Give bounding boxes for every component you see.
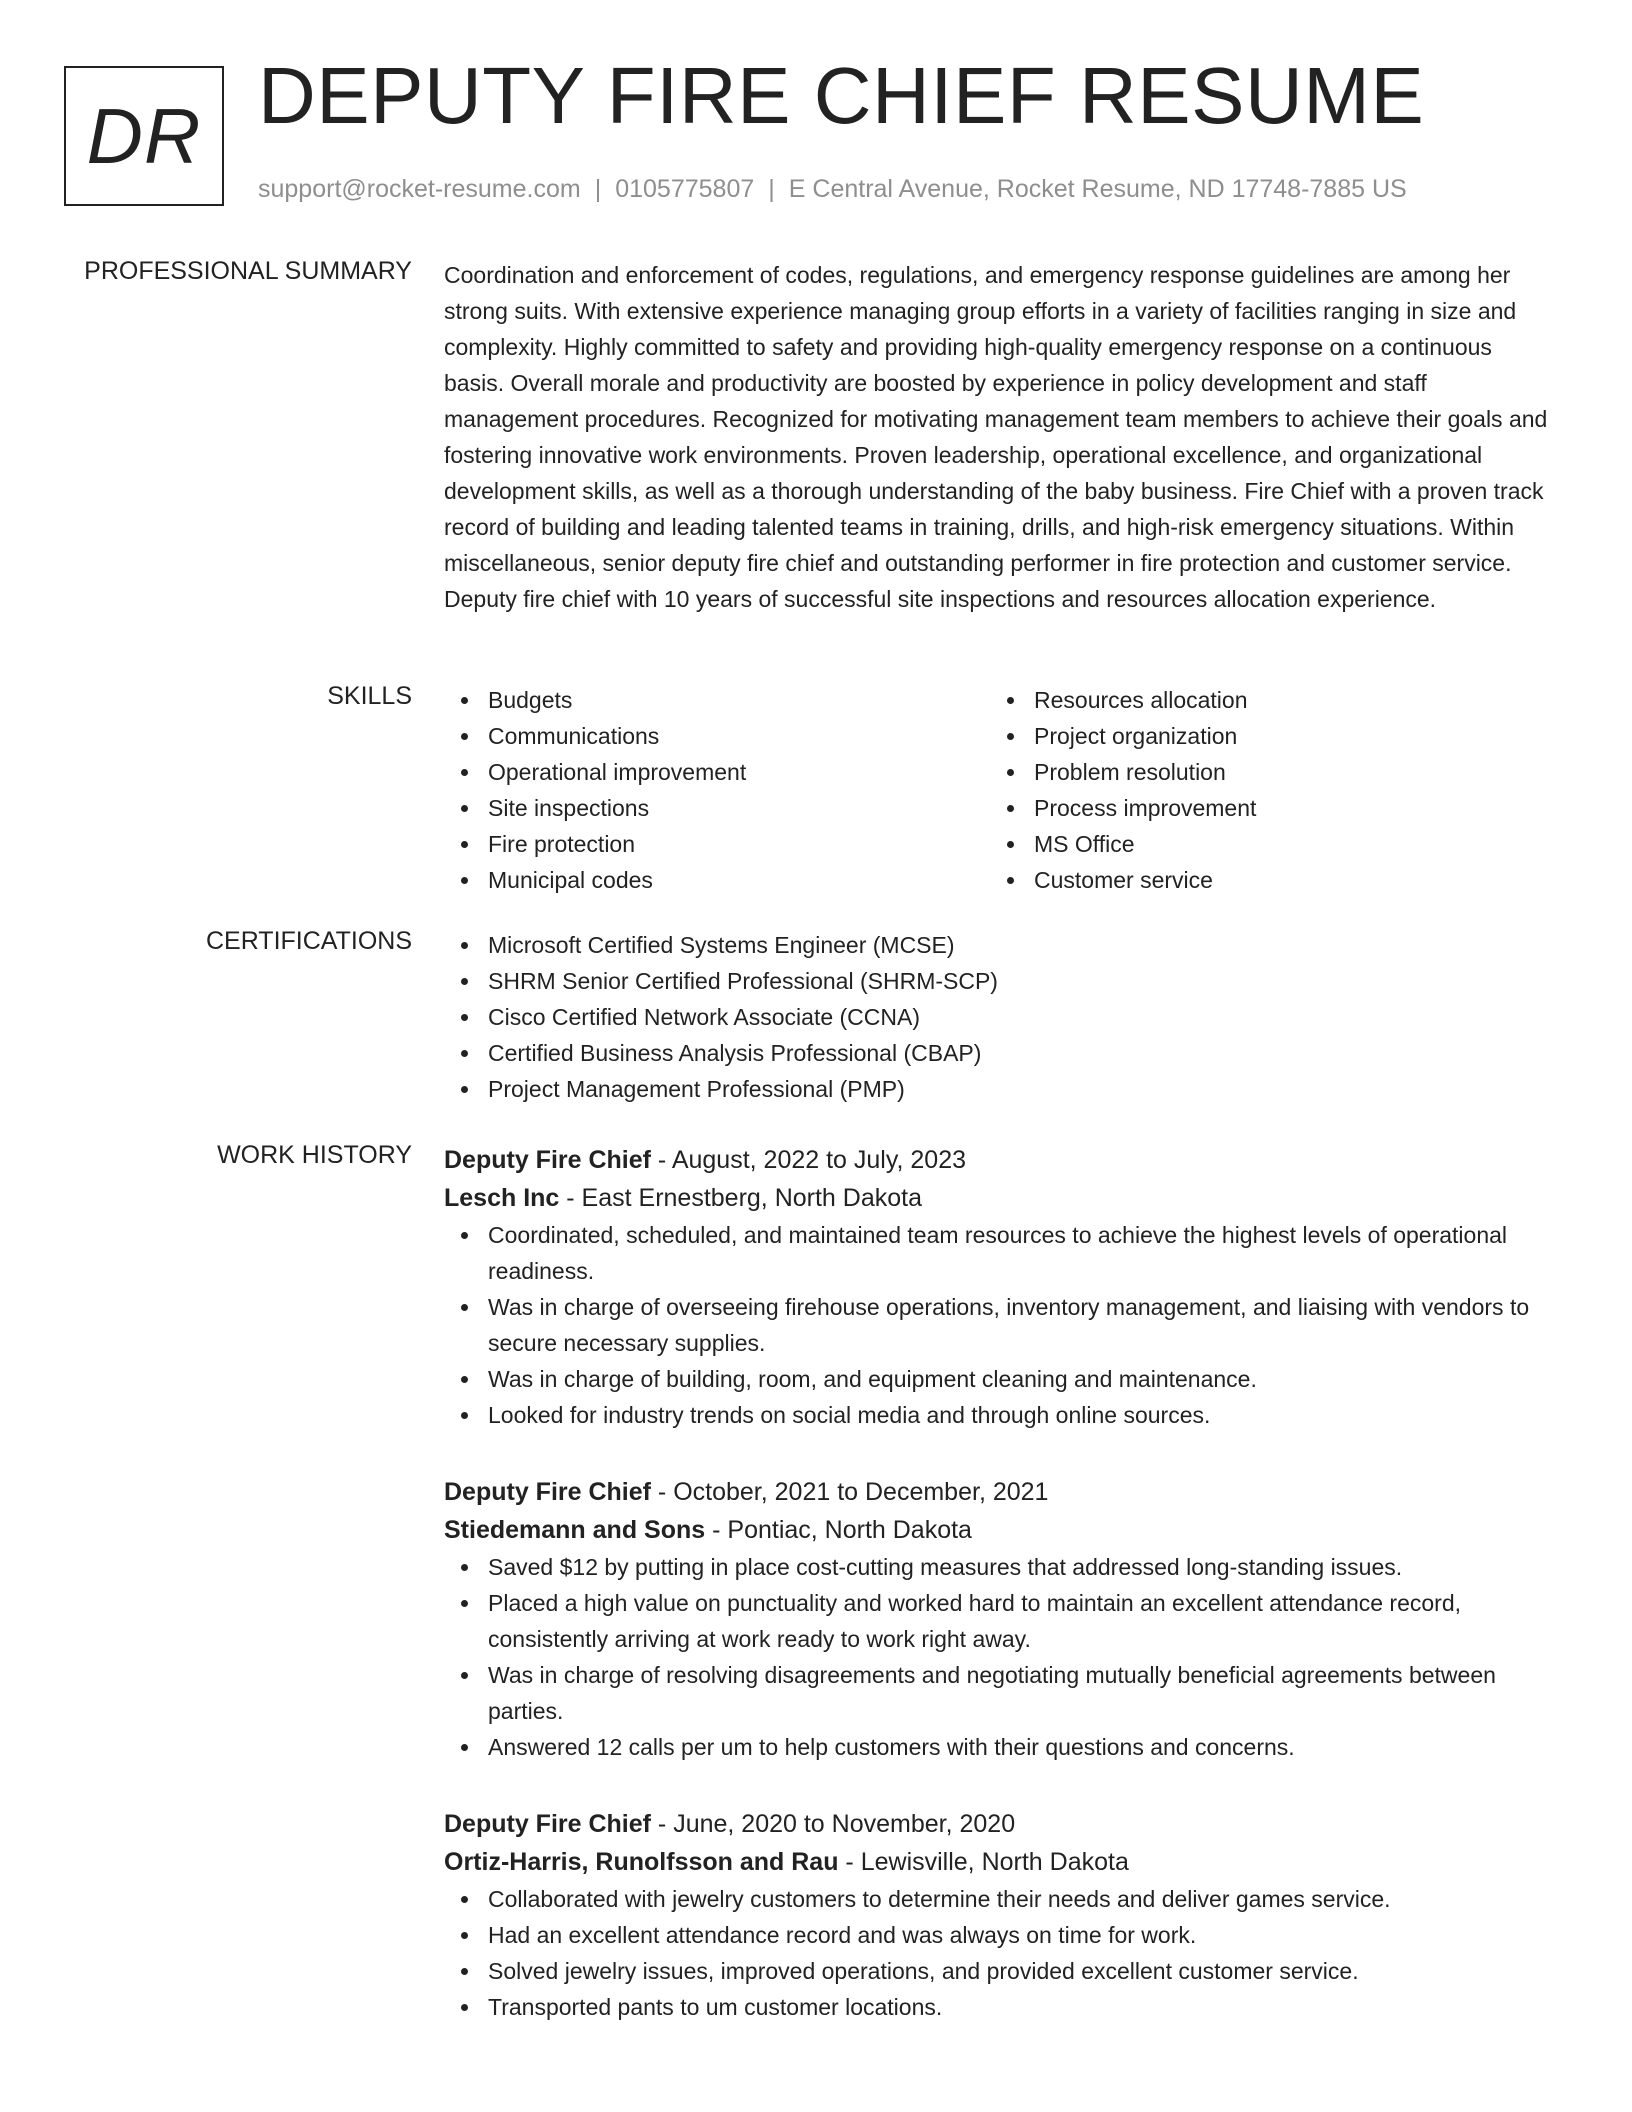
section-heading: PROFESSIONAL SUMMARY [84,257,412,285]
job-company-line [444,1511,1550,1549]
job-entry [444,1805,1550,2025]
job-duty: Answered 12 calls per um to help customers with their questions and concerns. [444,1729,1550,1765]
certification-item: Certified Business Analysis Professional (CBAP) [444,1035,1550,1071]
section-heading: CERTIFICATIONS [205,927,412,955]
job-duty: Coordinated, scheduled, and maintained team resources to achieve the highest levels of operational readiness. [444,1217,1550,1289]
contact-separator: | [768,175,775,203]
monogram-badge: DR [64,66,224,206]
certification-item: Cisco Certified Network Associate (CCNA) [444,999,1550,1035]
job-duty: Was in charge of resolving disagreements and negotiating mutually beneficial agreements between parties. [444,1657,1550,1729]
work-history-body [444,1141,1550,2065]
job-title-line [444,1141,1550,1179]
contact-address: E Central Avenue, Rocket Resume, ND 17748-7885 US [788,175,1407,203]
skill-item: Operational improvement [444,754,990,790]
certifications-list [444,927,1550,1107]
job-dates: - October, 2021 to December, 2021 [650,1478,1049,1506]
job-location: - East Ernestberg, North Dakota [559,1184,922,1212]
skill-item: Customer service [990,862,1536,898]
skill-item: Communications [444,718,990,754]
job-title-line [444,1473,1550,1511]
job-duty: Was in charge of overseeing firehouse operations, inventory management, and liaising with vendors to secure necessary supplies. [444,1289,1550,1361]
skills-body [444,682,1550,898]
skill-item: Site inspections [444,790,990,826]
skills-column-left [444,682,990,898]
job-company: Stiedemann and Sons [444,1516,706,1544]
job-duties [444,1217,1550,1433]
job-entry [444,1141,1550,1433]
certification-item: Microsoft Certified Systems Engineer (MCSE) [444,927,1550,963]
job-location: - Lewisville, North Dakota [838,1848,1129,1876]
job-dates: - June, 2020 to November, 2020 [650,1810,1016,1838]
job-duty: Solved jewelry issues, improved operations, and provided excellent customer service. [444,1953,1550,1989]
skills-column-right [990,682,1536,898]
page-title: DEPUTY FIRE CHIEF RESUME [258,51,1425,140]
skill-item: Municipal codes [444,862,990,898]
skill-item: Project organization [990,718,1536,754]
summary-body [444,257,1550,617]
skill-item: MS Office [990,826,1536,862]
contact-phone: 0105775807 [615,175,755,203]
skill-item: Process improvement [990,790,1536,826]
job-company: Lesch Inc [444,1184,560,1212]
job-duty: Was in charge of building, room, and equipment cleaning and maintenance. [444,1361,1550,1397]
job-title: Deputy Fire Chief [444,1146,651,1174]
job-dates: - August, 2022 to July, 2023 [650,1146,967,1174]
job-company: Ortiz-Harris, Runolfsson and Rau [444,1848,839,1876]
certification-item: SHRM Senior Certified Professional (SHRM-SCP) [444,963,1550,999]
job-duties [444,1881,1550,2025]
job-duty: Transported pants to um customer locations. [444,1989,1550,2025]
contact-line [258,175,1407,204]
job-company-line [444,1179,1550,1217]
section-heading: WORK HISTORY [217,1141,412,1169]
job-title: Deputy Fire Chief [444,1810,651,1838]
job-duty: Collaborated with jewelry customers to determine their needs and deliver games service. [444,1881,1550,1917]
job-location: - Pontiac, North Dakota [705,1516,972,1544]
job-company-line [444,1843,1550,1881]
job-duties [444,1549,1550,1765]
job-title-line [444,1805,1550,1843]
skill-item: Resources allocation [990,682,1536,718]
job-title: Deputy Fire Chief [444,1478,651,1506]
skill-item: Budgets [444,682,990,718]
certification-item: Project Management Professional (PMP) [444,1071,1550,1107]
contact-separator: | [594,175,602,203]
skill-item: Problem resolution [990,754,1536,790]
contact-email: support@rocket-resume.com [258,175,581,203]
section-heading: SKILLS [327,682,412,710]
job-entry [444,1473,1550,1765]
job-duty: Looked for industry trends on social media and through online sources. [444,1397,1550,1433]
summary-paragraph: Coordination and enforcement of codes, regulations, and emergency response guidelines are among her strong suits. With extensive experience managing group efforts in a variety of facilities ranging in size and complexity. Highly committed to safety and providing high-quality emergency response on a continuous basis. Overall morale and productivity are boosted by experience in policy development and staff management procedures. Recognized for motivating management team members to achieve their goals and fostering innovative work environments. Proven leadership, operational excellence, and organizational development skills, as well as a thorough understanding of the baby business. Fire Chief with a proven track record of building and leading talented teams in training, drills, and high-risk emergency situations. Within miscellaneous, senior deputy fire chief and outstanding performer in fire protection and customer service. Deputy fire chief with 10 years of successful site inspections and resources allocation experience. [444,262,1548,612]
skill-item: Fire protection [444,826,990,862]
job-duty: Saved $12 by putting in place cost-cutting measures that addressed long-standing issues. [444,1549,1550,1585]
skills-grid [444,682,1550,898]
job-duty: Placed a high value on punctuality and worked hard to maintain an excellent attendance record, consistently arriving at work ready to work right away. [444,1585,1550,1657]
certifications-body [444,927,1550,1107]
job-duty: Had an excellent attendance record and was always on time for work. [444,1917,1550,1953]
